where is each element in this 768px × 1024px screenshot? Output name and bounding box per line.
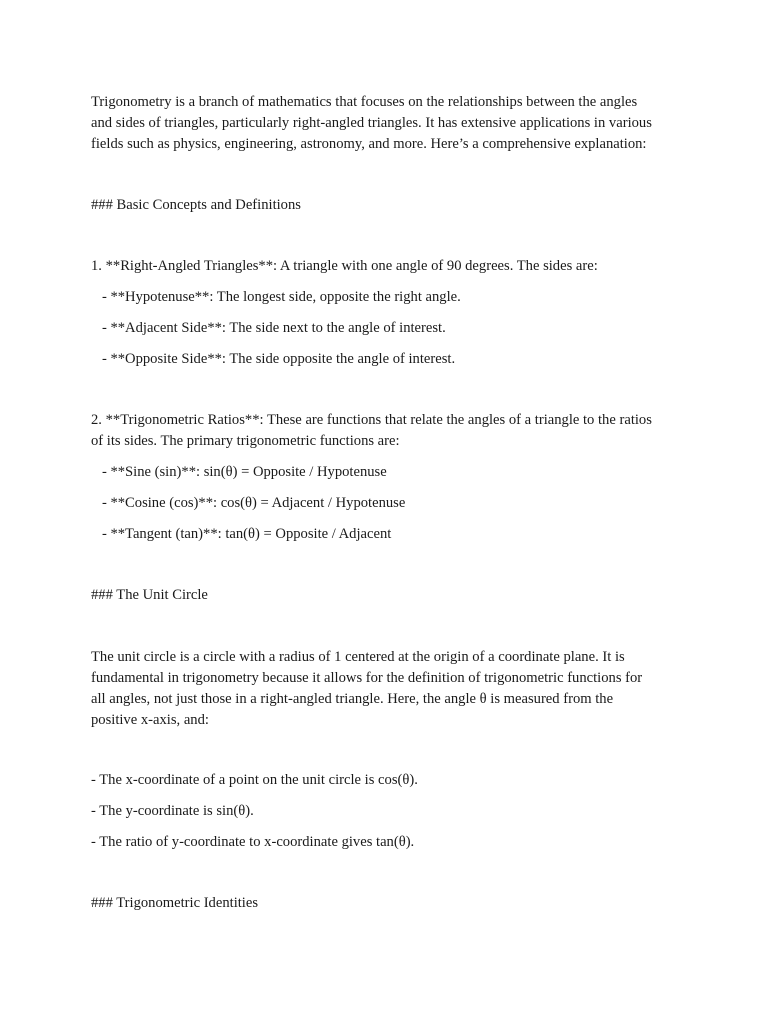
item1-text: 1. **Right-Angled Triangles**: A triangle with one angle of 90 degrees. The sides are: <box>91 258 598 274</box>
item2-text-line-1: 2. **Trigonometric Ratios**: These are functions that relate the angles of a triangle to the ratios <box>91 412 652 428</box>
intro-line-2: and sides of triangles, particularly right-angled triangles. It has extensive applications in various <box>91 115 652 131</box>
item2-subitem-cosine: - **Cosine (cos)**: cos(θ) = Adjacent / Hypotenuse <box>91 495 406 511</box>
item2-subitem-tangent: - **Tangent (tan)**: tan(θ) = Opposite / Adjacent <box>91 526 392 542</box>
heading-trig-identities: ### Trigonometric Identities <box>91 895 259 911</box>
unit-circle-line-3: all angles, not just those in a right-angled triangle. Here, the angle θ is measured from the <box>91 691 614 707</box>
intro-line-3: fields such as physics, engineering, astronomy, and more. Here’s a comprehensive explanation: <box>91 136 647 152</box>
item1-subitem-opposite: - **Opposite Side**: The side opposite the angle of interest. <box>91 351 456 367</box>
heading-unit-circle: ### The Unit Circle <box>91 587 208 603</box>
unit-circle-line-4: positive x-axis, and: <box>91 712 209 728</box>
item1-subitem-hypotenuse: - **Hypotenuse**: The longest side, opposite the right angle. <box>91 289 461 305</box>
unit-circle-line-1: The unit circle is a circle with a radius of 1 centered at the origin of a coordinate plane. It is <box>91 649 625 665</box>
item2-text-line-2: of its sides. The primary trigonometric functions are: <box>91 433 400 449</box>
item1-subitem-adjacent: - **Adjacent Side**: The side next to the angle of interest. <box>91 320 446 336</box>
unit-circle-line-2: fundamental in trigonometry because it allows for the definition of trigonometric functions for <box>91 670 643 686</box>
unit-circle-bullet-ratio: - The ratio of y-coordinate to x-coordinate gives tan(θ). <box>91 834 415 850</box>
heading-basic-concepts: ### Basic Concepts and Definitions <box>91 197 301 213</box>
unit-circle-bullet-y: - The y-coordinate is sin(θ). <box>91 803 254 819</box>
item2-subitem-sine: - **Sine (sin)**: sin(θ) = Opposite / Hypotenuse <box>91 464 387 480</box>
unit-circle-bullet-x: - The x-coordinate of a point on the unit circle is cos(θ). <box>91 772 418 788</box>
intro-line-1: Trigonometry is a branch of mathematics that focuses on the relationships between the angles <box>91 94 638 110</box>
